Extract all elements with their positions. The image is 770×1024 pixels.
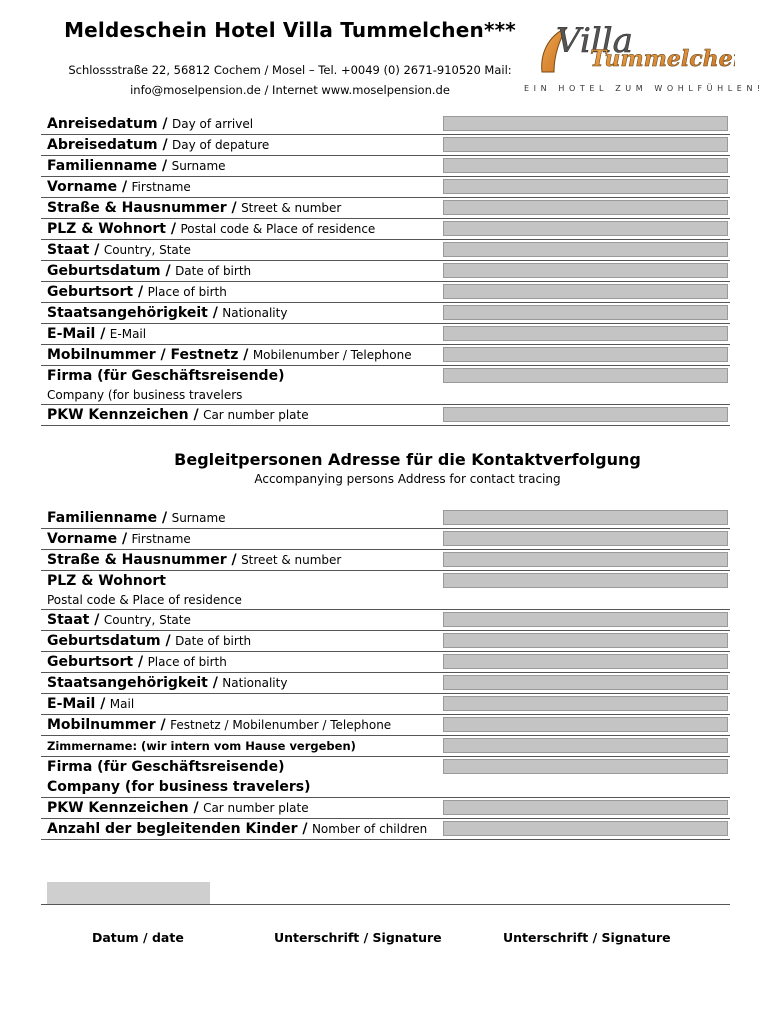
form-row [41, 571, 730, 610]
form-row [41, 240, 730, 261]
input-field[interactable] [443, 612, 728, 627]
label-german: Staatsangehörigkeit / [47, 305, 218, 321]
input-field[interactable] [443, 717, 728, 732]
input-field[interactable] [443, 696, 728, 711]
page-title: Meldeschein Hotel Villa Tummelchen*** [64, 18, 516, 42]
input-field[interactable] [443, 654, 728, 669]
form-row [41, 282, 730, 303]
label-german: Anreisedatum / [47, 116, 168, 132]
label-german: Familienname / [47, 510, 168, 526]
label-english-sub: Company (for business travelers [47, 388, 243, 402]
logo-tagline: EIN HOTEL ZUM WOHLFÜHLEN! [524, 84, 765, 93]
form-row [41, 345, 730, 366]
label-english: Street & number [241, 201, 342, 215]
hotel-contact [40, 60, 540, 100]
label-english: Place of birth [147, 655, 227, 669]
form-row [41, 715, 730, 736]
signature-label-2: Unterschrift / Signature [503, 930, 671, 945]
input-field[interactable] [443, 116, 728, 131]
form-row [41, 135, 730, 156]
label-german: Vorname / [47, 179, 128, 195]
label-english: Day of arrivel [171, 117, 254, 131]
input-field[interactable] [443, 200, 728, 215]
label-english: E-Mail [109, 327, 147, 341]
label-german: Geburtsort / [47, 284, 144, 300]
label-german: Geburtsort / [47, 654, 144, 670]
form-row [41, 261, 730, 282]
form-row [41, 156, 730, 177]
input-field[interactable] [443, 633, 728, 648]
input-field[interactable] [443, 263, 728, 278]
form-row [41, 114, 730, 135]
input-field[interactable] [443, 821, 728, 836]
input-field[interactable] [443, 326, 728, 341]
label-english: Nationality [222, 306, 288, 320]
input-field[interactable] [443, 407, 728, 422]
form-row [41, 508, 730, 529]
label-german: Abreisedatum / [47, 137, 168, 153]
input-field[interactable] [443, 137, 728, 152]
companion-section-subtitle: Accompanying persons Address for contact tracing [254, 472, 561, 486]
label-german: Staatsangehörigkeit / [47, 675, 218, 691]
form-row [41, 610, 730, 631]
label-german: PLZ & Wohnort / [47, 221, 176, 237]
form-row [41, 798, 730, 819]
label-english: Country, State [103, 243, 191, 257]
label-german: Staat / [47, 612, 100, 628]
form-row [41, 736, 730, 757]
input-field[interactable] [443, 510, 728, 525]
label-german: Anzahl der begleitenden Kinder / [47, 821, 308, 837]
label-english: Place of birth [147, 285, 227, 299]
label-english-sub: Postal code & Place of residence [47, 593, 242, 607]
label-english: Mail [109, 697, 135, 711]
input-field[interactable] [443, 368, 728, 383]
label-german: PKW Kennzeichen / [47, 407, 199, 423]
input-field[interactable] [443, 284, 728, 299]
form-row [41, 219, 730, 240]
companion-section-title: Begleitpersonen Adresse für die Kontaktverfolgung [174, 450, 641, 469]
label-english: Nomber of children [311, 822, 428, 836]
label-english: Postal code & Place of residence [180, 222, 376, 236]
date-label: Datum / date [92, 930, 184, 945]
form-row [41, 324, 730, 345]
logo-tummelchen-text: Tummelchen [590, 46, 735, 72]
label-english: Surname [171, 159, 226, 173]
input-field[interactable] [443, 531, 728, 546]
form-row [41, 303, 730, 324]
label-german: Mobilnummer / [47, 717, 166, 733]
label-german: Firma (für Geschäftsreisende) [47, 759, 285, 775]
label-english: Mobilenumber / Telephone [252, 348, 412, 362]
contact-address: Schlossstraße 22, 56812 Cochem / Mosel – Tel. +0049 (0) 2671-910520 Mail: [68, 63, 512, 77]
label-german: E-Mail / [47, 696, 106, 712]
label-german: Familienname / [47, 158, 168, 174]
label-english: Nationality [222, 676, 288, 690]
form-row [41, 177, 730, 198]
form-row [41, 652, 730, 673]
label-english: Car number plate [203, 801, 309, 815]
label-german: Staat / [47, 242, 100, 258]
signature-label-1: Unterschrift / Signature [274, 930, 442, 945]
label-english: Car number plate [203, 408, 309, 422]
form-row [41, 529, 730, 550]
label-english: Date of birth [175, 634, 252, 648]
form-row [41, 550, 730, 571]
label-english-sub: Company (for business travelers) [47, 779, 311, 795]
input-field[interactable] [443, 305, 728, 320]
label-german: E-Mail / [47, 326, 106, 342]
input-field[interactable] [443, 221, 728, 236]
label-english: Street & number [241, 553, 342, 567]
form-row [41, 198, 730, 219]
logo-villa-text: Villa [556, 21, 633, 61]
form-row [41, 819, 730, 840]
label-english: Date of birth [175, 264, 252, 278]
input-field[interactable] [443, 573, 728, 588]
date-input[interactable] [47, 882, 210, 904]
label-german: Vorname / [47, 531, 128, 547]
form-row [41, 631, 730, 652]
input-field[interactable] [443, 179, 728, 194]
input-field[interactable] [443, 158, 728, 173]
input-field[interactable] [443, 552, 728, 567]
label-english: Festnetz / Mobilenumber / Telephone [170, 718, 392, 732]
form-row [41, 757, 730, 798]
label-english: Surname [171, 511, 226, 525]
label-german: Zimmername: (wir intern vom Hause vergeben) [47, 739, 356, 753]
form-row [41, 694, 730, 715]
form-row [41, 405, 730, 426]
input-field[interactable] [443, 675, 728, 690]
guest-form [41, 114, 730, 426]
label-english: Firstname [131, 180, 191, 194]
label-german: PKW Kennzeichen / [47, 800, 199, 816]
label-english: Firstname [131, 532, 191, 546]
label-german: Firma (für Geschäftsreisende) [47, 368, 285, 384]
input-field[interactable] [443, 800, 728, 815]
signature-line [41, 904, 730, 905]
contact-mail-web: info@moselpension.de / Internet www.moselpension.de [130, 83, 450, 97]
input-field[interactable] [443, 242, 728, 257]
form-row [41, 366, 730, 405]
form-row [41, 673, 730, 694]
input-field[interactable] [443, 347, 728, 362]
label-german: PLZ & Wohnort [47, 573, 166, 589]
label-german: Geburtsdatum / [47, 633, 171, 649]
label-german: Straße & Hausnummer / [47, 200, 237, 216]
label-german: Geburtsdatum / [47, 263, 171, 279]
label-english: Day of depature [172, 138, 270, 152]
label-german: Mobilnummer / Festnetz / [47, 347, 249, 363]
companion-form [41, 508, 730, 840]
label-english: Country, State [103, 613, 191, 627]
label-german: Straße & Hausnummer / [47, 552, 237, 568]
input-field[interactable] [443, 738, 728, 753]
input-field[interactable] [443, 759, 728, 774]
